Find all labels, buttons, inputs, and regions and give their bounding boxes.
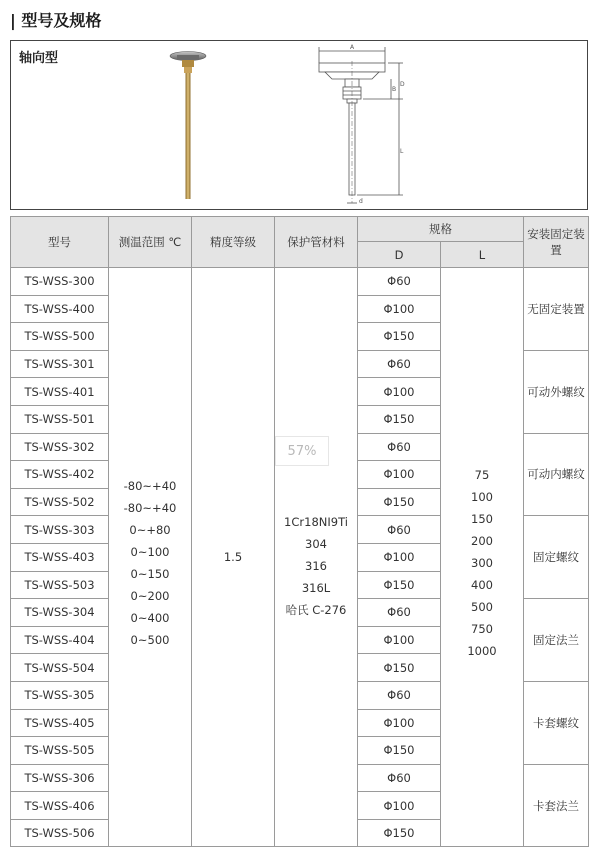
dimension-drawing [319,47,403,203]
material-item: 1Cr18NI9Ti [284,515,348,530]
model-cell: TS-WSS-400 [11,295,109,323]
length-item: 100 [471,490,493,505]
mounting-cell: 可动内螺纹 [524,433,589,516]
d-cell: Φ60 [358,516,441,544]
dim-label-d: D [400,81,405,88]
d-cell: Φ60 [358,268,441,296]
d-cell: Φ150 [358,571,441,599]
spec-table [10,216,589,847]
material-item: 304 [305,537,327,552]
model-cell: TS-WSS-306 [11,764,109,792]
model-cell: TS-WSS-405 [11,709,109,737]
model-cell: TS-WSS-304 [11,599,109,627]
accuracy-cell: 1.5 [192,268,275,847]
temp-range-item: 0~500 [130,633,170,648]
material-item: 316L [301,581,331,596]
d-cell: Φ100 [358,626,441,654]
d-cell: Φ60 [358,599,441,627]
page-title: | 型号及规格 [10,11,102,30]
d-cell: Φ150 [358,654,441,682]
model-cell: TS-WSS-506 [11,819,109,847]
d-cell: Φ100 [358,295,441,323]
mounting-cell: 固定法兰 [524,599,589,682]
d-cell: Φ100 [358,792,441,820]
mounting-cell: 卡套法兰 [524,764,589,847]
d-cell: Φ150 [358,737,441,765]
progress-badge: 57% [275,436,329,466]
model-cell: TS-WSS-303 [11,516,109,544]
product-figure-panel [10,40,588,210]
temp-range-cell [109,268,192,847]
model-cell: TS-WSS-300 [11,268,109,296]
dim-label-b: B [392,86,397,93]
d-cell: Φ150 [358,488,441,516]
length-item: 1000 [467,644,497,659]
material-cell [275,268,358,847]
model-cell: TS-WSS-504 [11,654,109,682]
table-row [11,268,589,296]
model-cell: TS-WSS-403 [11,543,109,571]
product-illustration [11,41,587,209]
model-cell: TS-WSS-301 [11,350,109,378]
figure-label: 轴向型 [19,51,59,66]
model-cell: TS-WSS-305 [11,681,109,709]
header-accuracy: 精度等级 [192,217,275,268]
temp-range-item: -80~+40 [123,479,177,494]
dim-label-l: L [400,148,404,155]
model-cell: TS-WSS-502 [11,488,109,516]
header-material: 保护管材料 [275,217,358,268]
length-item: 500 [471,600,493,615]
length-item: 750 [471,622,493,637]
header-l: L [441,242,524,268]
temp-range-item: -80~+40 [123,501,177,516]
d-cell: Φ100 [358,543,441,571]
header-spec: 规格 [358,217,524,242]
mounting-cell: 无固定装置 [524,268,589,351]
header-model: 型号 [11,217,109,268]
temp-range-item: 0~100 [130,545,170,560]
header-temp-range: 测温范围 ℃ [109,217,192,268]
material-item: 316 [305,559,327,574]
length-cell [441,268,524,847]
model-cell: TS-WSS-404 [11,626,109,654]
d-cell: Φ60 [358,350,441,378]
d-cell: Φ150 [358,405,441,433]
d-cell: Φ100 [358,709,441,737]
model-cell: TS-WSS-501 [11,405,109,433]
header-mounting: 安装固定装置 [524,217,589,268]
temp-range-item: 0~+80 [129,523,171,538]
dim-label-small-d: d [359,198,363,205]
d-cell: Φ60 [358,433,441,461]
header-d: D [358,242,441,268]
length-item: 200 [471,534,493,549]
model-cell: TS-WSS-503 [11,571,109,599]
length-item: 400 [471,578,493,593]
length-item: 75 [474,468,490,483]
model-cell: TS-WSS-505 [11,737,109,765]
model-cell: TS-WSS-302 [11,433,109,461]
mounting-cell: 可动外螺纹 [524,350,589,433]
mounting-cell: 卡套螺纹 [524,681,589,764]
d-cell: Φ60 [358,764,441,792]
d-cell: Φ150 [358,323,441,351]
model-cell: TS-WSS-406 [11,792,109,820]
mounting-cell: 固定螺纹 [524,516,589,599]
thermometer-photo [170,52,206,200]
temp-range-item: 0~200 [130,589,170,604]
temp-range-item: 0~150 [130,567,170,582]
model-cell: TS-WSS-500 [11,323,109,351]
d-cell: Φ100 [358,378,441,406]
model-cell: TS-WSS-402 [11,461,109,489]
temp-range-item: 0~400 [130,611,170,626]
model-cell: TS-WSS-401 [11,378,109,406]
d-cell: Φ100 [358,461,441,489]
dim-label-a: A [350,44,355,51]
material-item: 哈氏 C-276 [285,603,347,618]
length-item: 300 [471,556,493,571]
d-cell: Φ60 [358,681,441,709]
length-item: 150 [471,512,493,527]
d-cell: Φ150 [358,819,441,847]
